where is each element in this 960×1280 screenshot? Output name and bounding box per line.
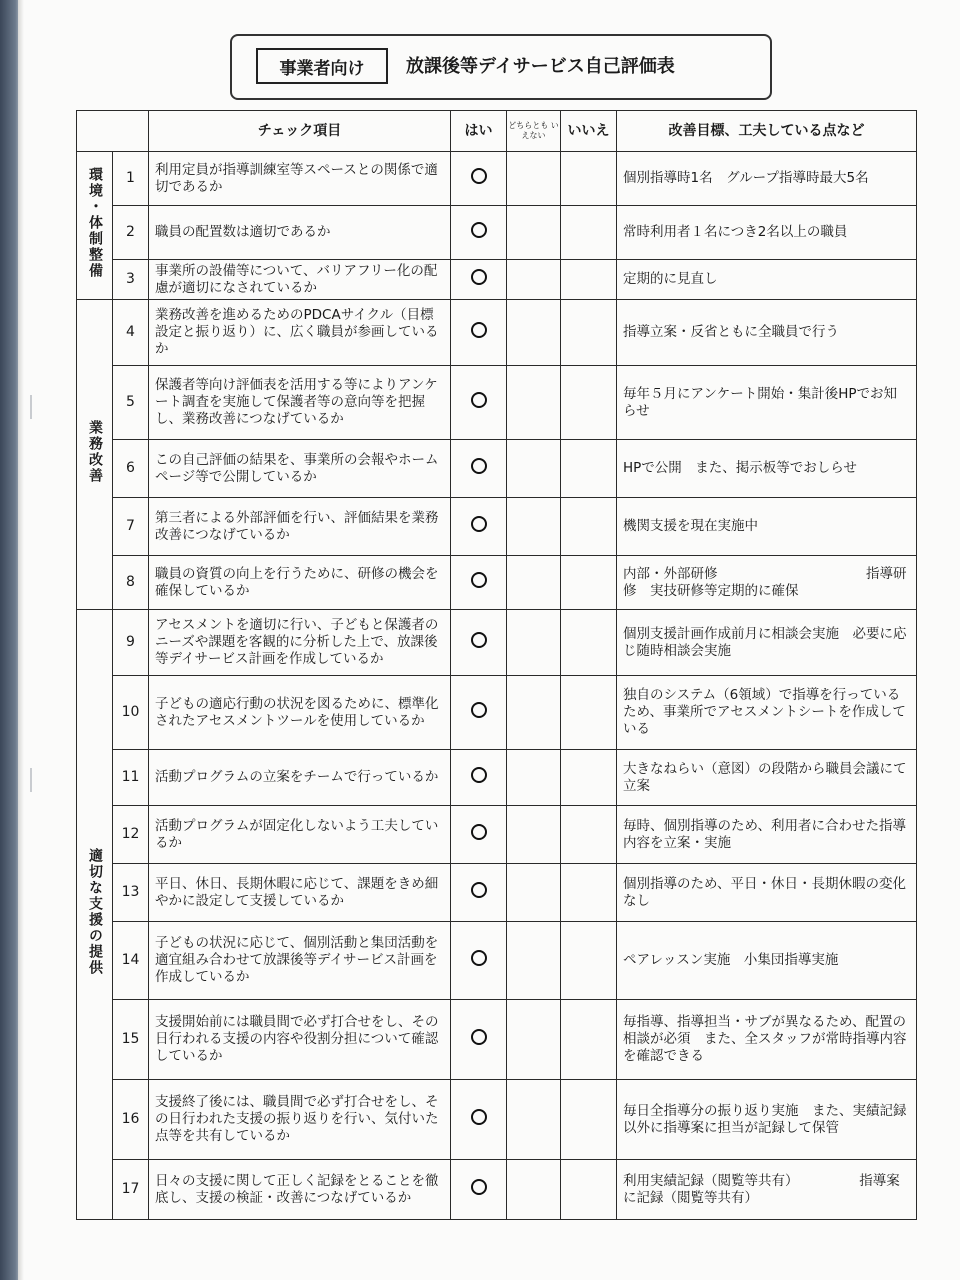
- table-row: [77, 440, 917, 498]
- answer-no-cell: [561, 1080, 617, 1160]
- answer-yes-cell: [451, 440, 507, 498]
- item-number: 14: [113, 922, 149, 1000]
- answer-yes-cell: [451, 610, 507, 676]
- answer-yes-cell: [451, 864, 507, 922]
- check-item-text: 第三者による外部評価を行い、評価結果を業務改善につなげているか: [149, 498, 451, 556]
- answer-neither-cell: [507, 556, 561, 610]
- item-number: 6: [113, 440, 149, 498]
- page-shadow: [18, 0, 24, 1280]
- answer-yes-cell: [451, 1160, 507, 1220]
- answer-neither-cell: [507, 152, 561, 206]
- answer-yes-cell: [451, 750, 507, 806]
- answer-neither-cell: [507, 440, 561, 498]
- item-number: 9: [113, 610, 149, 676]
- check-item-text: 事業所の設備等について、バリアフリー化の配慮が適切になされているか: [149, 260, 451, 300]
- check-item-text: アセスメントを適切に行い、子どもと保護者のニーズや課題を客観的に分析した上で、放課後等デイサービス計画を作成しているか: [149, 610, 451, 676]
- table-row: [77, 206, 917, 260]
- improvement-note: 個別指導時1名 グループ指導時最大5名: [617, 152, 917, 206]
- item-number: 16: [113, 1080, 149, 1160]
- check-item-text: 業務改善を進めるためのPDCAサイクル（目標設定と振り返り）に、広く職員が参画しているか: [149, 300, 451, 366]
- answer-no-cell: [561, 206, 617, 260]
- improvement-note: 指導立案・反省ともに全職員で行う: [617, 300, 917, 366]
- item-number: 5: [113, 366, 149, 440]
- category-label: 環境・体制整備: [87, 167, 103, 279]
- answer-neither-cell: [507, 366, 561, 440]
- circle-icon: [471, 269, 487, 285]
- answer-no-cell: [561, 260, 617, 300]
- improvement-note: 毎年５月にアンケート開始・集計後HPでお知らせ: [617, 366, 917, 440]
- table-body: [77, 152, 917, 1220]
- item-number: 10: [113, 676, 149, 750]
- answer-neither-cell: [507, 498, 561, 556]
- check-item-text: 保護者等向け評価表を活用する等によりアンケート調査を実施して保護者等の意向等を把握し、業務改善につなげているか: [149, 366, 451, 440]
- circle-icon: [471, 882, 487, 898]
- check-item-text: 利用定員が指導訓練室等スペースとの関係で適切であるか: [149, 152, 451, 206]
- category-cell-env: [77, 152, 113, 300]
- header-blank: [77, 111, 149, 152]
- title-box: [230, 34, 772, 100]
- answer-yes-cell: [451, 806, 507, 864]
- circle-icon: [471, 458, 487, 474]
- circle-icon: [471, 322, 487, 338]
- table-row: [77, 1080, 917, 1160]
- header-neither: どちらとも いえない: [507, 111, 561, 152]
- improvement-note: ペアレッスン実施 小集団指導実施: [617, 922, 917, 1000]
- improvement-note: 常時利用者１名につき2名以上の職員: [617, 206, 917, 260]
- answer-no-cell: [561, 366, 617, 440]
- check-item-text: 子どもの適応行動の状況を図るために、標準化されたアセスメントツールを使用しているか: [149, 676, 451, 750]
- table-row: [77, 922, 917, 1000]
- table-row: [77, 1160, 917, 1220]
- improvement-note: 毎指導、指導担当・サブが異なるため、配置の相談が必須 また、全スタッフが常時指導内容を確認できる: [617, 1000, 917, 1080]
- answer-yes-cell: [451, 676, 507, 750]
- answer-no-cell: [561, 300, 617, 366]
- table-row: [77, 498, 917, 556]
- item-number: 12: [113, 806, 149, 864]
- check-item-text: 活動プログラムの立案をチームで行っているか: [149, 750, 451, 806]
- evaluation-table: [76, 110, 917, 1220]
- item-number: 1: [113, 152, 149, 206]
- answer-no-cell: [561, 498, 617, 556]
- answer-yes-cell: [451, 206, 507, 260]
- document-title: 放課後等デイサービス自己評価表: [406, 56, 675, 77]
- answer-neither-cell: [507, 1000, 561, 1080]
- improvement-note: HPで公開 また、掲示板等でおしらせ: [617, 440, 917, 498]
- answer-no-cell: [561, 556, 617, 610]
- answer-yes-cell: [451, 1000, 507, 1080]
- answer-no-cell: [561, 1000, 617, 1080]
- table-row: [77, 300, 917, 366]
- answer-neither-cell: [507, 610, 561, 676]
- header-notes: 改善目標、工夫している点など: [617, 111, 917, 152]
- check-item-text: 活動プログラムが固定化しないよう工夫しているか: [149, 806, 451, 864]
- answer-neither-cell: [507, 300, 561, 366]
- answer-neither-cell: [507, 922, 561, 1000]
- item-number: 4: [113, 300, 149, 366]
- answer-no-cell: [561, 922, 617, 1000]
- circle-icon: [471, 1029, 487, 1045]
- category-cell-support: [77, 610, 113, 1220]
- circle-icon: [471, 632, 487, 648]
- table-row: [77, 556, 917, 610]
- answer-yes-cell: [451, 556, 507, 610]
- improvement-note: 大きなねらい（意図）の段階から職員会議にて立案: [617, 750, 917, 806]
- answer-yes-cell: [451, 1080, 507, 1160]
- answer-neither-cell: [507, 806, 561, 864]
- answer-no-cell: [561, 152, 617, 206]
- answer-yes-cell: [451, 260, 507, 300]
- binder-hole-mark: [30, 395, 32, 419]
- check-item-text: 職員の配置数は適切であるか: [149, 206, 451, 260]
- answer-neither-cell: [507, 1160, 561, 1220]
- item-number: 13: [113, 864, 149, 922]
- answer-no-cell: [561, 806, 617, 864]
- check-item-text: この自己評価の結果を、事業所の会報やホームページ等で公開しているか: [149, 440, 451, 498]
- item-number: 3: [113, 260, 149, 300]
- category-label: 適切な支援の提供: [87, 848, 103, 976]
- category-label: 業務改善: [87, 420, 103, 484]
- improvement-note: 毎時、個別指導のため、利用者に合わせた指導内容を立案・実施: [617, 806, 917, 864]
- circle-icon: [471, 950, 487, 966]
- answer-yes-cell: [451, 300, 507, 366]
- check-item-text: 日々の支援に関して正しく記録をとることを徹底し、支援の検証・改善につなげているか: [149, 1160, 451, 1220]
- answer-yes-cell: [451, 366, 507, 440]
- table-row: [77, 1000, 917, 1080]
- improvement-note: 毎日全指導分の振り返り実施 また、実績記録以外に指導案に担当が記録して保管: [617, 1080, 917, 1160]
- answer-no-cell: [561, 676, 617, 750]
- improvement-note: 利用実績記録（閲覧等共有） 指導案に記録（閲覧等共有）: [617, 1160, 917, 1220]
- improvement-note: 機関支援を現在実施中: [617, 498, 917, 556]
- answer-yes-cell: [451, 922, 507, 1000]
- check-item-text: 職員の資質の向上を行うために、研修の機会を確保しているか: [149, 556, 451, 610]
- audience-tag: 事業者向け: [256, 48, 388, 84]
- table-row: [77, 806, 917, 864]
- circle-icon: [471, 824, 487, 840]
- circle-icon: [471, 572, 487, 588]
- answer-neither-cell: [507, 864, 561, 922]
- table-row: [77, 610, 917, 676]
- item-number: 15: [113, 1000, 149, 1080]
- answer-no-cell: [561, 610, 617, 676]
- answer-no-cell: [561, 864, 617, 922]
- table-header-row: [77, 111, 917, 152]
- header-check-item: チェック項目: [149, 111, 451, 152]
- improvement-note: 個別支援計画作成前月に相談会実施 必要に応じ随時相談会実施: [617, 610, 917, 676]
- table-row: [77, 366, 917, 440]
- circle-icon: [471, 516, 487, 532]
- answer-yes-cell: [451, 152, 507, 206]
- check-item-text: 子どもの状況に応じて、個別活動と集団活動を適宜組み合わせて放課後等デイサービス計画を作成しているか: [149, 922, 451, 1000]
- circle-icon: [471, 168, 487, 184]
- check-item-text: 支援開始前には職員間で必ず打合せをし、その日行われる支援の内容や役割分担について確認しているか: [149, 1000, 451, 1080]
- improvement-note: 内部・外部研修 指導研修 実技研修等定期的に確保: [617, 556, 917, 610]
- circle-icon: [471, 392, 487, 408]
- header-yes: はい: [451, 111, 507, 152]
- circle-icon: [471, 1179, 487, 1195]
- table-row: [77, 676, 917, 750]
- answer-no-cell: [561, 750, 617, 806]
- check-item-text: 平日、休日、長期休暇に応じて、課題をきめ細やかに設定して支援しているか: [149, 864, 451, 922]
- table-row: [77, 152, 917, 206]
- answer-no-cell: [561, 1160, 617, 1220]
- item-number: 17: [113, 1160, 149, 1220]
- category-cell-biz: [77, 300, 113, 610]
- table-row: [77, 864, 917, 922]
- answer-no-cell: [561, 440, 617, 498]
- answer-neither-cell: [507, 750, 561, 806]
- answer-neither-cell: [507, 260, 561, 300]
- check-item-text: 支援終了後には、職員間で必ず打合せをし、その日行われた支援の振り返りを行い、気付いた点等を共有しているか: [149, 1080, 451, 1160]
- answer-yes-cell: [451, 498, 507, 556]
- circle-icon: [471, 222, 487, 238]
- circle-icon: [471, 702, 487, 718]
- binder-hole-mark: [30, 768, 32, 792]
- answer-neither-cell: [507, 206, 561, 260]
- header-no: いいえ: [561, 111, 617, 152]
- item-number: 8: [113, 556, 149, 610]
- table-row: [77, 750, 917, 806]
- circle-icon: [471, 767, 487, 783]
- improvement-note: 定期的に見直し: [617, 260, 917, 300]
- improvement-note: 個別指導のため、平日・休日・長期休暇の変化なし: [617, 864, 917, 922]
- item-number: 11: [113, 750, 149, 806]
- answer-neither-cell: [507, 676, 561, 750]
- item-number: 2: [113, 206, 149, 260]
- circle-icon: [471, 1109, 487, 1125]
- item-number: 7: [113, 498, 149, 556]
- answer-neither-cell: [507, 1080, 561, 1160]
- table-row: [77, 260, 917, 300]
- improvement-note: 独自のシステム（6領域）で指導を行っているため、事業所でアセスメントシートを作成している: [617, 676, 917, 750]
